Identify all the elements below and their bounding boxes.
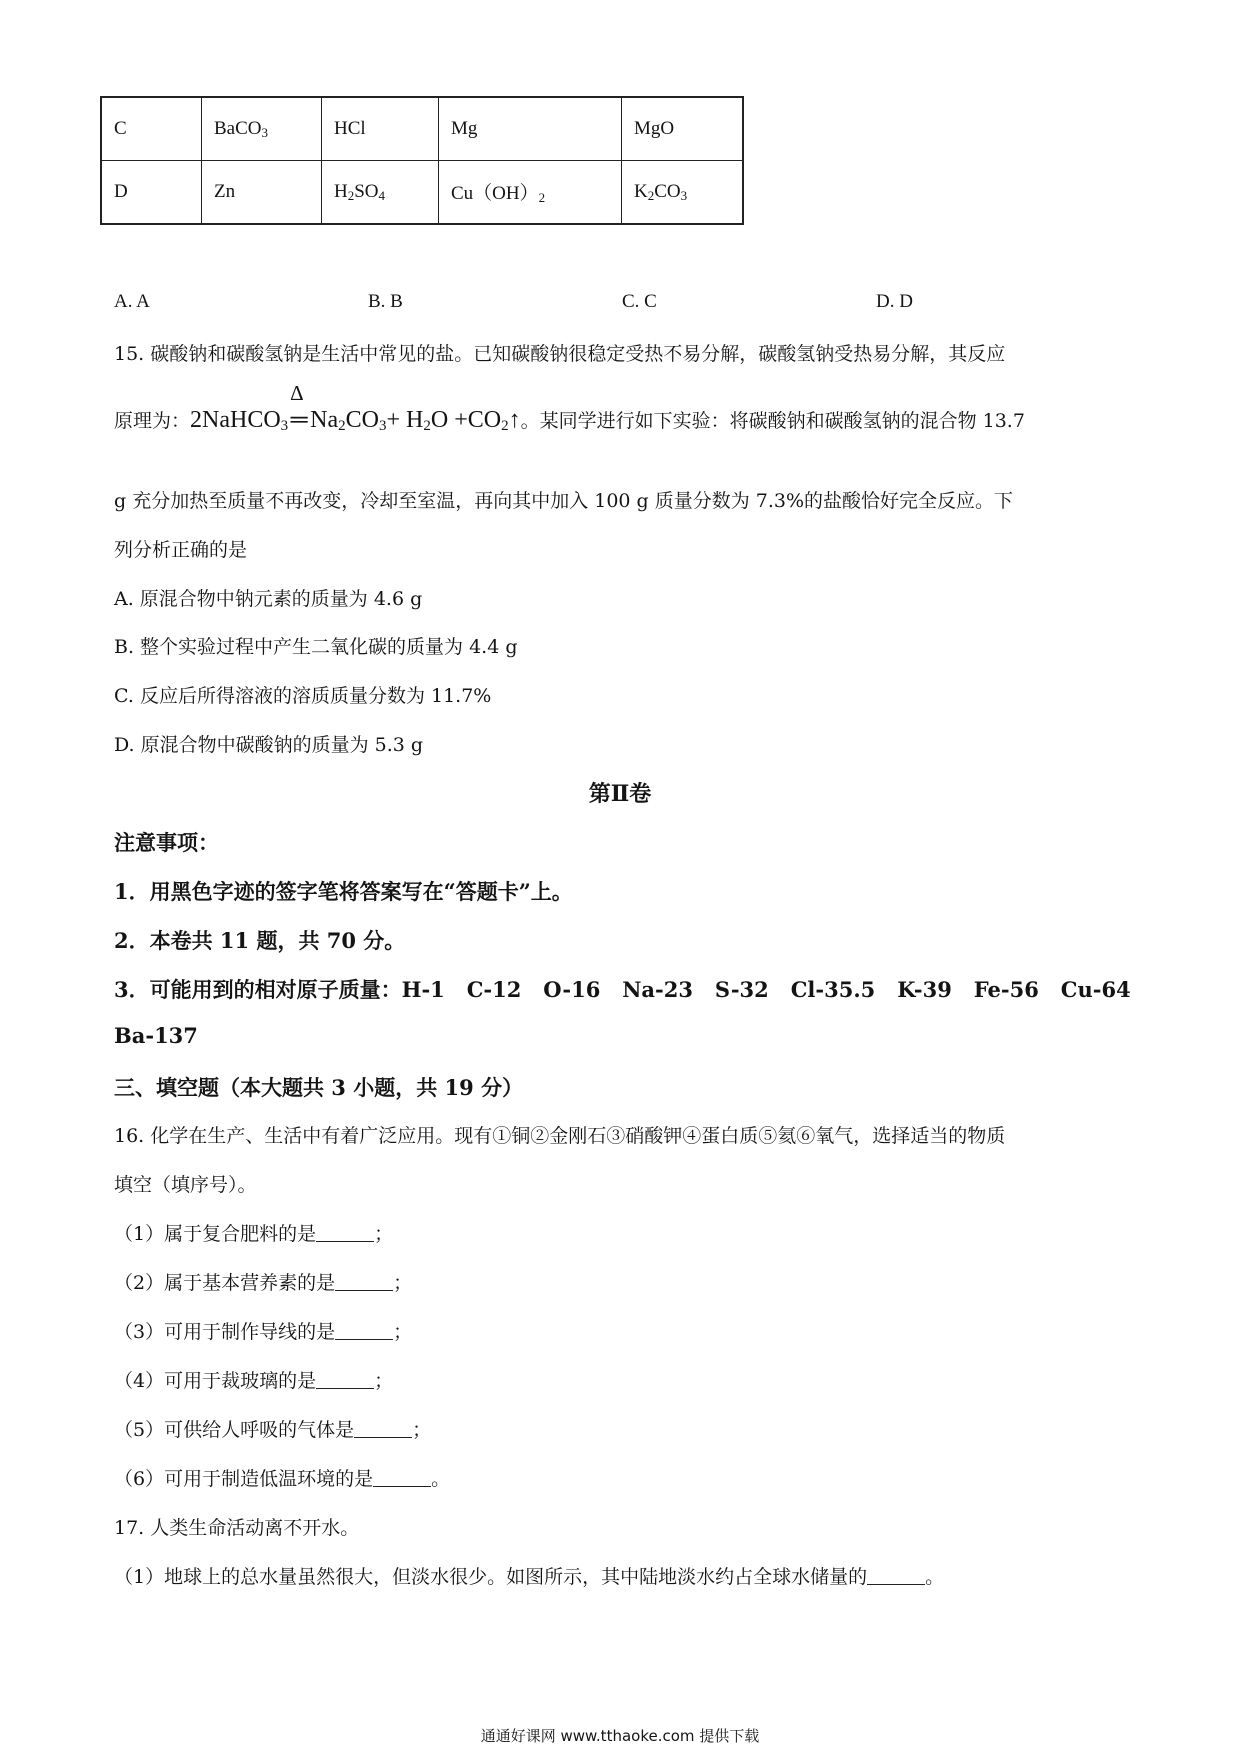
q17-line1: 17. 人类生命活动离不开水。 xyxy=(114,1517,360,1539)
table-cell: MgO xyxy=(622,97,744,161)
q15-line4: 列分析正确的是 xyxy=(114,539,248,561)
q16-item-5: （5）可供给人呼吸的气体是 ； xyxy=(114,1419,432,1441)
table-row xyxy=(101,97,743,161)
answer-blank[interactable] xyxy=(335,1272,393,1291)
table-cell: Zn xyxy=(202,161,322,225)
choice-b: B. B xyxy=(368,291,403,312)
reaction-equation: 2NaHCO$_3$ Δ ═ $Na_2CO_3+ H_2O$ $+CO_2↑$ xyxy=(190,381,521,434)
part3-heading: 三、填空题（本大题共 3 小题，共 19 分） xyxy=(114,1075,524,1100)
choice-d: D. D xyxy=(876,291,913,312)
q16-line2: 填空（填序号）。 xyxy=(114,1174,257,1196)
q15-suffix: 。某同学进行如下实验：将碳酸钠和碳酸氢钠的混合物 13.7 xyxy=(520,410,1025,432)
q16-line1: 16. 化学在生产、生活中有着广泛应用。现有①铜②金刚石③硝酸钾④蛋白质⑤氦⑥氧气，选择适当的物质 xyxy=(114,1125,1006,1147)
notice-3-cont: Ba-137 xyxy=(114,1023,198,1048)
page-footer: 通通好课网 www.tthaoke.com 提供下载 xyxy=(480,1727,760,1745)
notice-2: 2．本卷共 11 题，共 70 分。 xyxy=(114,928,406,953)
answer-blank[interactable] xyxy=(335,1321,393,1340)
q15-option-a: A. 原混合物中钠元素的质量为 4.6 g xyxy=(114,588,423,610)
q16-item-4: （4）可用于裁玻璃的是 ； xyxy=(114,1370,394,1392)
q15-option-d: D. 原混合物中碳酸钠的质量为 5.3 g xyxy=(114,734,424,756)
choice-a: A. A xyxy=(114,291,150,312)
heat-delta: Δ xyxy=(290,381,304,405)
table-cell: $K_2CO_3$ xyxy=(622,161,744,225)
table-row xyxy=(101,161,743,225)
table-cell: Mg xyxy=(439,97,622,161)
answer-blank[interactable] xyxy=(354,1419,412,1438)
gas-arrow: ↑ xyxy=(508,407,521,433)
options-table xyxy=(100,96,744,225)
answer-blank[interactable] xyxy=(867,1566,925,1585)
answer-blank[interactable] xyxy=(373,1468,431,1487)
q15-line2 xyxy=(114,381,1025,442)
q15-prefix: 原理为： xyxy=(114,410,191,432)
choice-c: C. C xyxy=(622,291,657,312)
answer-blank[interactable] xyxy=(316,1370,374,1389)
section-title: 第Ⅱ卷 xyxy=(588,781,652,807)
table-cell: C xyxy=(101,97,202,161)
notice-1: 1．用黑色字迹的签字笔将答案写在“答题卡”上。 xyxy=(114,879,573,904)
q16-item-1: （1）属于复合肥料的是 ； xyxy=(114,1223,394,1245)
table-cell: HCl xyxy=(322,97,439,161)
q15-option-b: B. 整个实验过程中产生二氧化碳的质量为 4.4 g xyxy=(114,636,518,658)
notice-3: 3．可能用到的相对原子质量：H-1 C-12 O-16 Na-23 S-32 Cl-35.5 K-39 Fe-56 Cu-64 xyxy=(114,977,1131,1002)
answer-blank[interactable] xyxy=(316,1223,374,1242)
q15-option-c: C. 反应后所得溶液的溶质质量分数为 11.7% xyxy=(114,685,492,707)
q16-item-2: （2）属于基本营养素的是 ； xyxy=(114,1272,413,1294)
q17-line2: （1）地球上的总水量虽然很大，但淡水很少。如图所示，其中陆地淡水约占全球水储量的 。 xyxy=(114,1566,945,1588)
q15-line3: g 充分加热至质量不再改变，冷却至室温，再向其中加入 100 g 质量分数为 7.3%的盐酸恰好完全反应。下 xyxy=(114,490,1014,512)
q16-item-6: （6）可用于制造低温环境的是 。 xyxy=(114,1468,451,1490)
table-cell: D xyxy=(101,161,202,225)
q15-line1: 15. 碳酸钠和碳酸氢钠是生活中常见的盐。已知碳酸钠很稳定受热不易分解，碳酸氢钠受热易分解，其反应 xyxy=(114,343,1006,365)
table-cell: $Cu(OH)_2$ xyxy=(439,161,622,225)
notice-heading: 注意事项： xyxy=(114,830,219,855)
q16-item-3: （3）可用于制作导线的是 ； xyxy=(114,1321,413,1343)
table-cell: $H_2SO_4$ xyxy=(322,161,439,225)
table-cell: BaCO$_3$ xyxy=(202,97,322,161)
